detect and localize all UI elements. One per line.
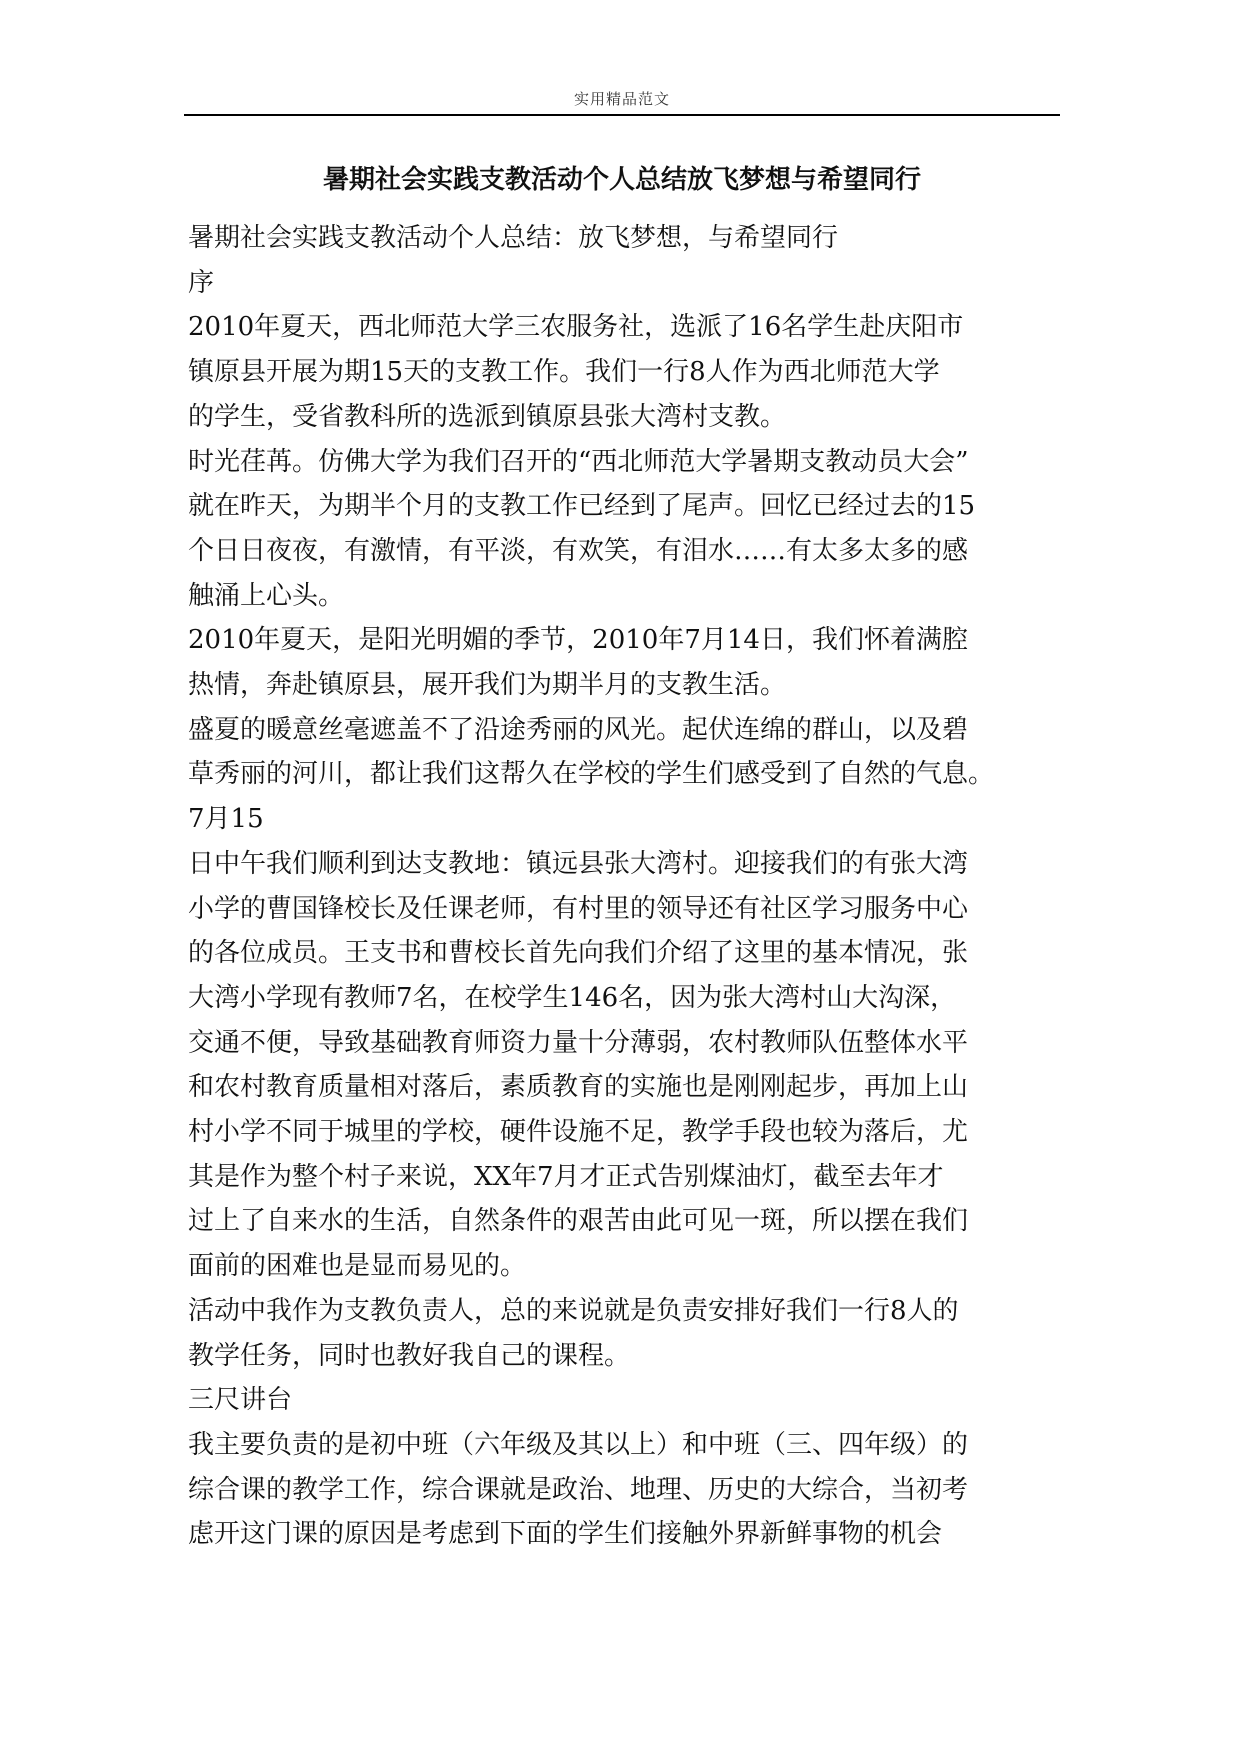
- document-title: 暑期社会实践支教活动个人总结放飞梦想与希望同行: [322, 165, 921, 195]
- paragraph: 活动中我作为支教负责人，总的来说就是负责安排好我们一行8人的 教学任务，同时也教好我自己的课程。: [188, 1295, 959, 1371]
- paragraph: 日中午我们顺利到达支教地：镇远县张大湾村。迎接我们的有张大湾 小学的曹国锋校长及任课老师，有村里的领导还有社区学习服务中心 的各位成员。王支书和曹校长首先向我们介绍了这里的基本情况，张 大湾小学现有教师7名，在校学生146名，因为张大湾村山大沟深， 交通不便，导致基础教育师资力量十分薄弱，农村教师队伍整体水平 和农村教育质量相对落后，素质教育的实施也是刚刚起步，再加上山 村小学不同于城里的学校，硬件设施不足，教学手段也较为落后，尤 其是作为整个村子来说，XX年7月才正式告别煤油灯，截至去年才 过上了自来水的生活，自然条件的艰苦由此可见一斑，所以摆在我们 面前的困难也是显而易见的。: [188, 848, 969, 1282]
- paragraph: 时光荏苒。仿佛大学为我们召开的“西北师范大学暑期支教动员大会” 就在昨天，为期半个月的支教工作已经到了尾声。回忆已经过去的15 个日日夜夜，有激情，有平淡，有欢笑，有泪水……有太多太多的感 触涌上心头。: [188, 446, 976, 611]
- paragraph: 7月15: [188, 804, 264, 835]
- paragraph: 盛夏的暖意丝毫遮盖不了沿途秀丽的风光。起伏连绵的群山，以及碧 草秀丽的河川，都让我们这帮久在学校的学生们感受到了自然的气息。: [188, 714, 995, 790]
- document-body: [188, 216, 1056, 1557]
- paragraph-section-heading: 三尺讲台: [188, 1385, 293, 1416]
- header-rule: [184, 114, 1060, 116]
- paragraph-subtitle: 暑期社会实践支教活动个人总结：放飞梦想，与希望同行: [188, 223, 839, 253]
- paragraph: 2010年夏天，是阳光明媚的季节，2010年7月14日，我们怀着满腔 热情，奔赴镇原县，展开我们为期半月的支教生活。: [188, 625, 968, 701]
- paragraph: 2010年夏天，西北师范大学三农服务社，选派了16名学生赴庆阳市 镇原县开展为期15天的支教工作。我们一行8人作为西北师范大学 的学生，受省教科所的选派到镇原县张大湾村支教。: [188, 312, 964, 432]
- paragraph-preface-heading: 序: [188, 267, 215, 298]
- paragraph: 我主要负责的是初中班（六年级及其以上）和中班（三、四年级）的 综合课的教学工作，综合课就是政治、地理、历史的大综合，当初考 虑开这门课的原因是考虑到下面的学生们接触外界新鲜事物的机会: [188, 1429, 969, 1550]
- running-header: 实用精品范文: [573, 90, 670, 108]
